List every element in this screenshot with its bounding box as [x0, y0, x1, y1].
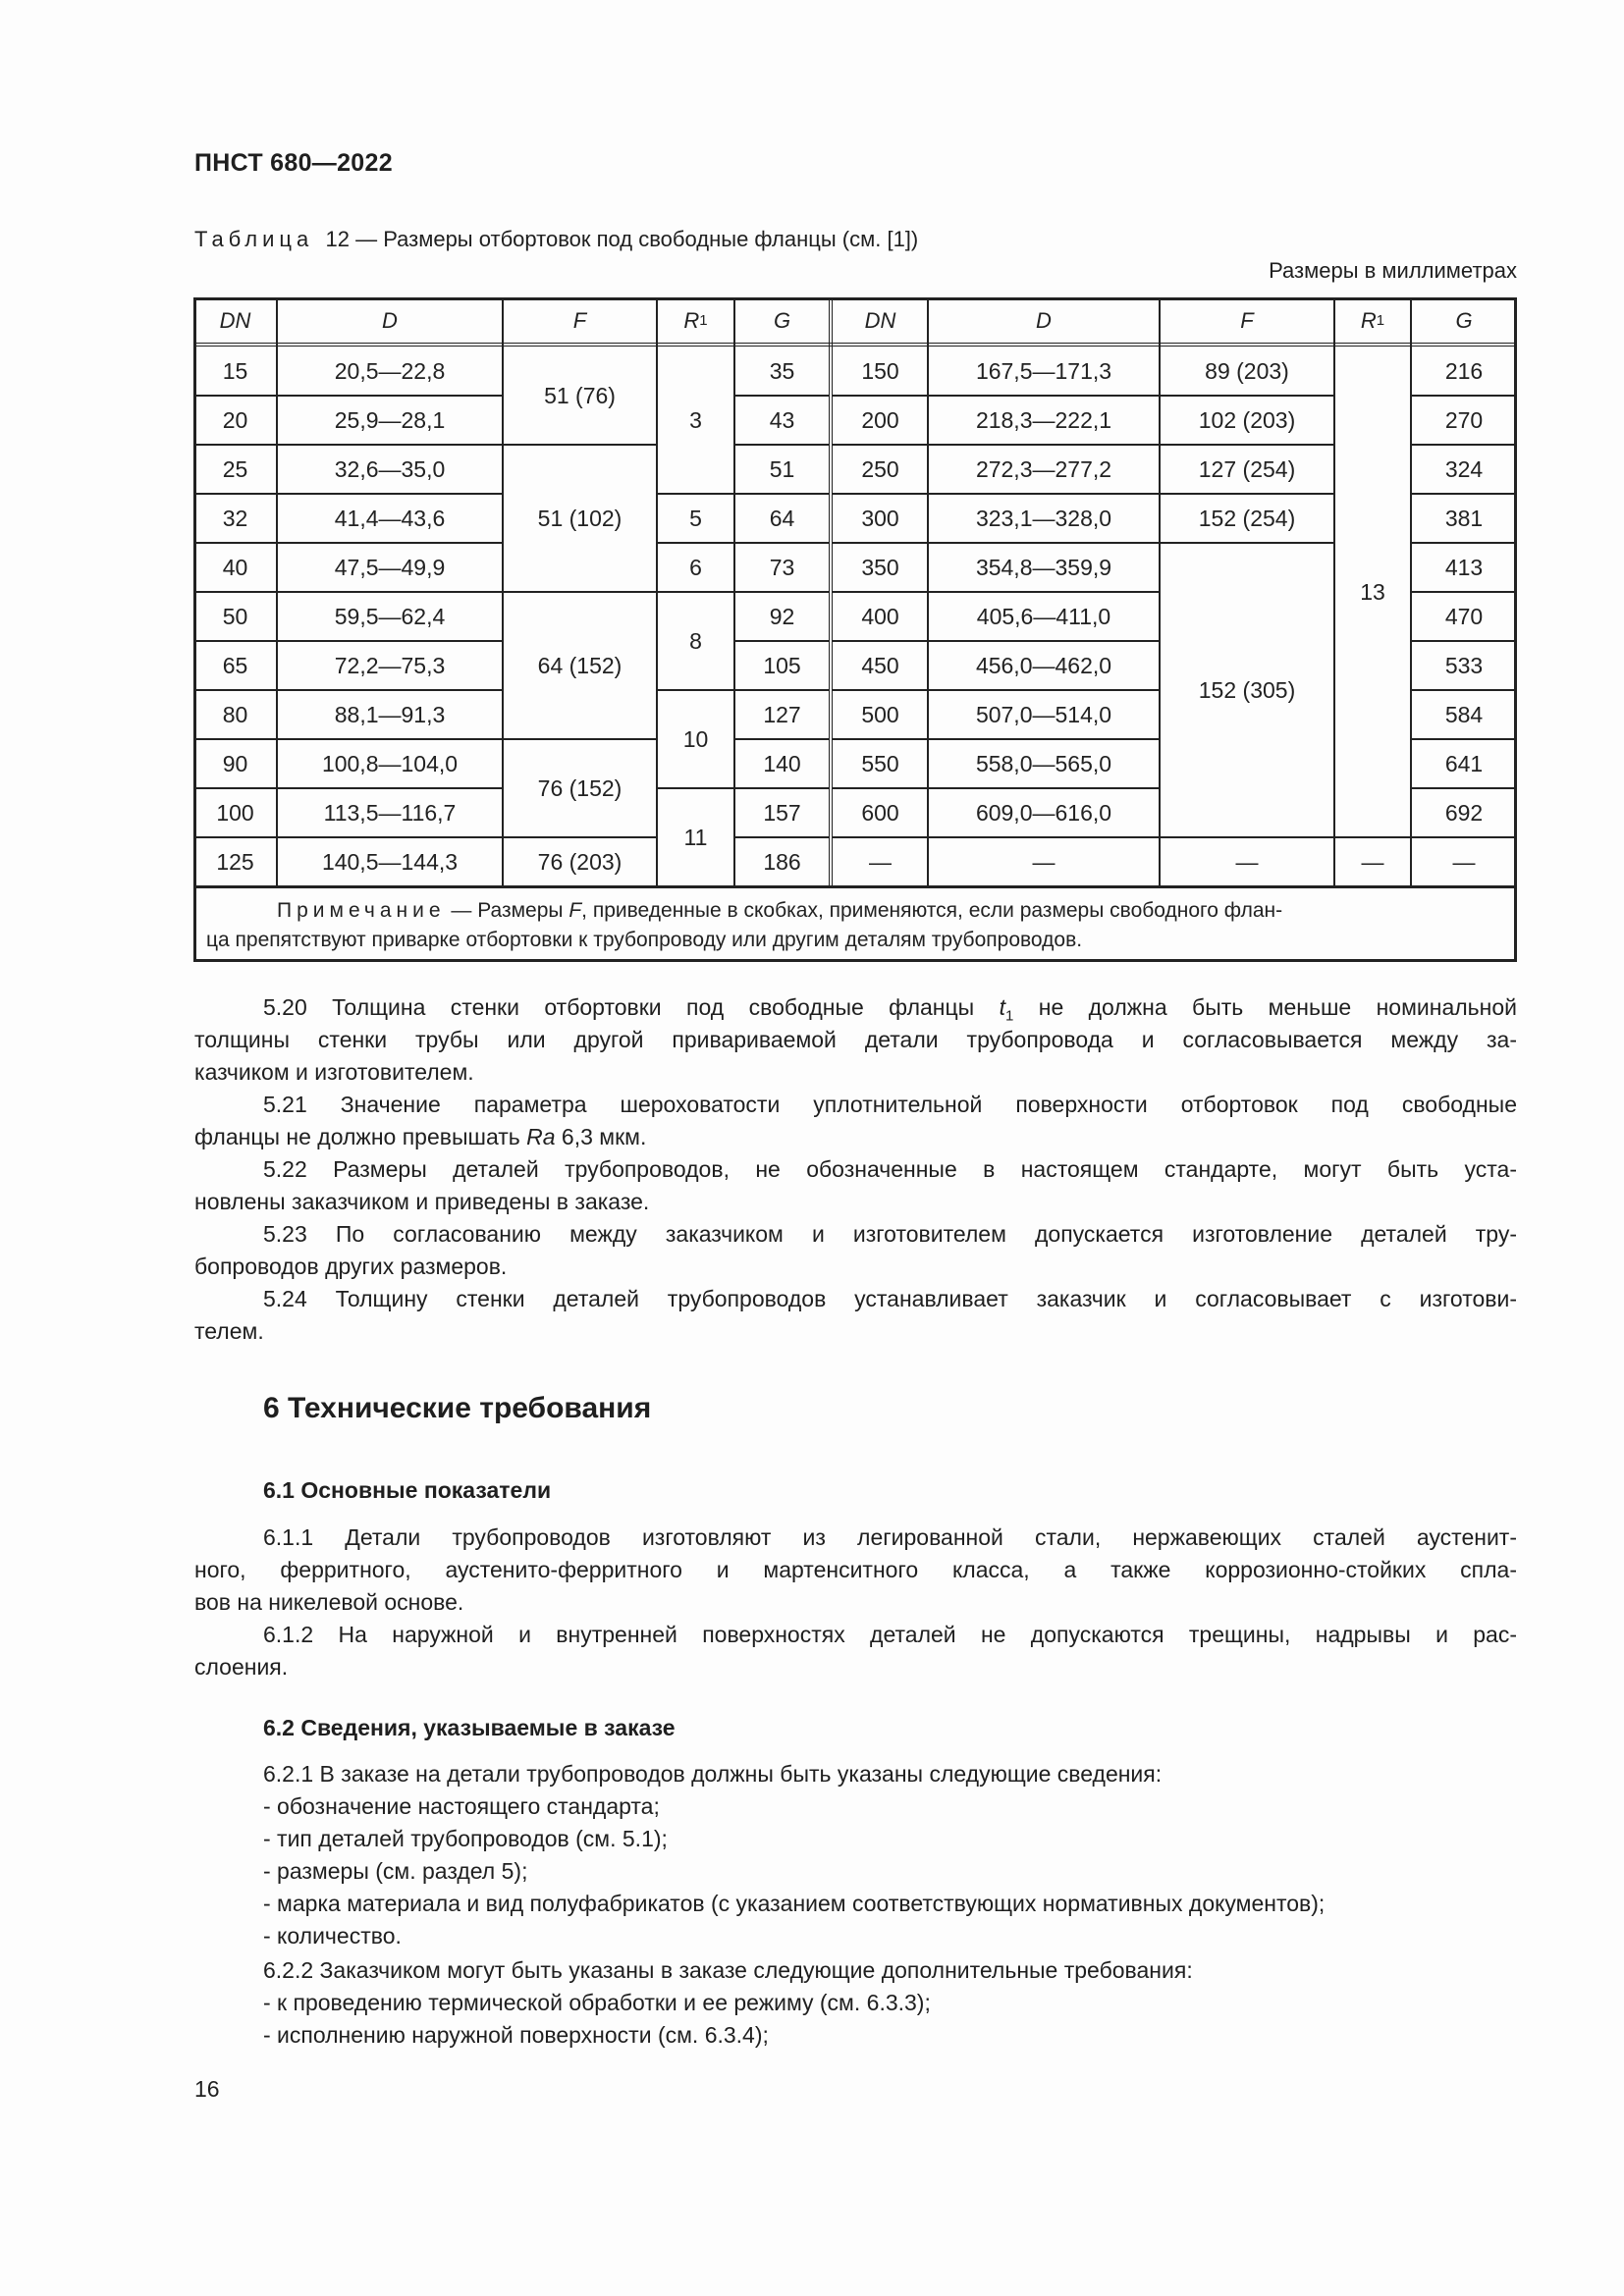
- header-cell-f: [1160, 297, 1334, 344]
- left-f-cell: 51 (102): [537, 505, 623, 531]
- header-subscript: 1: [699, 312, 708, 329]
- left-g-cell: 186: [763, 848, 801, 875]
- right-dn-cell: 400: [861, 603, 899, 629]
- paragraph-6-2-2: 6.2.2 Заказчиком могут быть указаны в заказе следующие дополнительные требования:: [263, 1957, 1193, 1983]
- note-text-line2: ца препятствуют приварке отбортовки к трубопроводу или другим деталям трубопроводов.: [206, 929, 1083, 951]
- right-d-cell: 354,8—359,9: [975, 554, 1112, 580]
- paragraph-6-1-2: [194, 1619, 1517, 1683]
- right-d-cell: —: [1032, 848, 1056, 875]
- table-rule: [833, 836, 1160, 838]
- table-rule: [193, 787, 503, 789]
- table-rule: [193, 836, 503, 838]
- right-g-cell: 381: [1444, 505, 1484, 531]
- table-rule: [1411, 395, 1517, 397]
- right-f-cell: 89 (203): [1205, 357, 1289, 384]
- left-dn-cell: 15: [222, 357, 248, 384]
- column-rule: [733, 297, 735, 886]
- note-variable-f: F: [568, 899, 582, 922]
- header-cell-dn: [833, 297, 928, 344]
- right-dn-cell: 600: [861, 799, 899, 826]
- right-d-cell: 167,5—171,3: [975, 357, 1112, 384]
- list-item: - марка материала и вид полуфабрикатов (с указанием соответствующих нормативных документов);: [263, 1891, 1326, 1916]
- left-d-cell: 25,9—28,1: [334, 406, 446, 433]
- paragraph-line: 5.23 По согласованию между заказчиком и изготовителем допускается изготовление деталей тру-: [263, 1221, 1517, 1247]
- table-rule: [193, 689, 503, 691]
- table-caption: [194, 227, 918, 252]
- left-dn-cell: 20: [222, 406, 248, 433]
- right-g-cell: 533: [1444, 652, 1484, 678]
- paragraph-5-23: [194, 1218, 1517, 1283]
- table-bottom-border: [193, 959, 1517, 962]
- right-f-cell: —: [1235, 848, 1259, 875]
- right-f-cell: 127 (254): [1198, 455, 1296, 482]
- left-d-cell: 20,5—22,8: [334, 357, 446, 384]
- table-rule: [193, 640, 503, 642]
- left-g-cell: 127: [763, 701, 801, 727]
- right-dn-cell: 200: [861, 406, 899, 433]
- header-label: G: [1455, 307, 1473, 333]
- paragraph-line: 5.22 Размеры деталей трубопроводов, не обозначенные в настоящем стандарте, могут быть уста-: [263, 1156, 1517, 1182]
- paragraph-line: бопроводов других размеров.: [194, 1254, 508, 1279]
- left-g-cell: 51: [769, 455, 795, 482]
- paragraph-line: 5.21 Значение параметра шероховатости уплотнительной поверхности отбортовок под свободные: [263, 1092, 1517, 1117]
- list-item: - к проведению термической обработки и ее режиму (см. 6.3.3);: [263, 1990, 931, 2015]
- table-caption-prefix: Таблица: [194, 227, 314, 251]
- note-text-pre: Размеры: [477, 899, 569, 922]
- note-dash: —: [445, 899, 478, 922]
- left-f-cell: 76 (203): [537, 848, 623, 875]
- table-rule: [1334, 836, 1411, 838]
- table-rule: [734, 444, 830, 446]
- right-g-cell: 270: [1444, 406, 1484, 433]
- paragraph-line: 6.1.2 На наружной и внутренней поверхностях деталей не допускаются трещины, надрывы и рас-: [263, 1622, 1517, 1647]
- right-dn-cell: 550: [861, 750, 899, 776]
- header-rule: [193, 343, 1517, 344]
- left-dn-cell: 65: [222, 652, 248, 678]
- right-d-cell: 323,1—328,0: [975, 505, 1112, 531]
- header-label: G: [773, 307, 791, 333]
- left-dn-cell: 125: [216, 848, 254, 875]
- header-label: F: [572, 307, 587, 333]
- section-6-2-heading: 6.2 Сведения, указываемые в заказе: [263, 1715, 676, 1740]
- header-cell-r: [1334, 297, 1411, 344]
- table-note: [196, 888, 1514, 959]
- column-rule: [502, 297, 504, 886]
- paragraph-line: 6.1.1 Детали трубопроводов изготовляют из легированной стали, нержавеющих сталей аустенит-: [263, 1524, 1517, 1550]
- left-d-cell: 88,1—91,3: [334, 701, 446, 727]
- table-rule: [833, 591, 1160, 593]
- left-d-cell: 113,5—116,7: [323, 799, 457, 826]
- left-dn-cell: 40: [222, 554, 248, 580]
- header-subscript: 1: [1376, 312, 1385, 329]
- left-dn-cell: 25: [222, 455, 248, 482]
- dimensions-table: [193, 297, 1517, 962]
- table-rule: [1160, 836, 1334, 838]
- right-dn-cell: 450: [861, 652, 899, 678]
- double-column-rule: [829, 297, 830, 886]
- right-g-cell: 692: [1444, 799, 1484, 826]
- table-caption-text: 12 — Размеры отбортовок под свободные фланцы (см. [1]): [325, 227, 919, 251]
- column-rule: [1333, 297, 1335, 886]
- table-rule: [833, 493, 1160, 495]
- table-right-border: [1514, 297, 1517, 962]
- header-cell-r: [657, 297, 734, 344]
- note-text-line1: , приведенные в скобках, применяются, если размеры свободного флан-: [581, 899, 1283, 922]
- right-f-cell: 102 (203): [1198, 406, 1296, 433]
- table-rule: [833, 395, 1160, 397]
- left-dn-cell: 32: [222, 505, 248, 531]
- table-rule: [657, 689, 734, 691]
- header-cell-d: [928, 297, 1160, 344]
- right-d-cell: 507,0—514,0: [975, 701, 1112, 727]
- text-fragment: не должна быть меньше номинальной: [1013, 994, 1517, 1020]
- table-rule: [193, 591, 503, 593]
- left-f-cell: 64 (152): [537, 652, 623, 678]
- left-g-cell: 35: [769, 357, 795, 384]
- table-rule: [657, 542, 734, 544]
- header-label: DN: [864, 307, 896, 333]
- page-number: 16: [194, 2076, 220, 2102]
- section-6-heading: 6 Технические требования: [263, 1392, 652, 1424]
- right-d-cell: 609,0—616,0: [975, 799, 1112, 826]
- left-g-cell: 64: [769, 505, 795, 531]
- paragraph-line: [194, 991, 1517, 1024]
- table-rule: [1160, 395, 1334, 397]
- table-left-border: [193, 297, 196, 962]
- left-d-cell: 32,6—35,0: [334, 455, 446, 482]
- table-rule: [1411, 444, 1517, 446]
- table-rule: [503, 591, 657, 593]
- table-rule: [503, 444, 657, 446]
- left-d-cell: 100,8—104,0: [321, 750, 459, 776]
- left-d-cell: 41,4—43,6: [334, 505, 446, 531]
- header-label: DN: [219, 307, 251, 333]
- right-dn-cell: 350: [861, 554, 899, 580]
- text-fragment: 6,3 мкм.: [555, 1124, 647, 1149]
- paragraph-6-2-1: 6.2.1 В заказе на детали трубопроводов должны быть указаны следующие сведения:: [263, 1761, 1163, 1787]
- paragraph-line: ного, ферритного, аустенито-ферритного и мартенситного класса, а также коррозионно-стойких спла-: [194, 1557, 1517, 1582]
- list-item: - размеры (см. раздел 5);: [263, 1858, 528, 1884]
- table-rule: [193, 493, 503, 495]
- right-d-cell: 456,0—462,0: [975, 652, 1112, 678]
- paragraph-6-1-1: [194, 1522, 1517, 1619]
- table-rule: [1160, 542, 1334, 544]
- right-g-cell: 324: [1444, 455, 1484, 482]
- left-dn-cell: 80: [222, 701, 248, 727]
- paragraph-5-24: [194, 1283, 1517, 1348]
- right-r1-cell: —: [1361, 848, 1384, 875]
- list-item: - тип деталей трубопроводов (см. 5.1);: [263, 1826, 668, 1851]
- paragraph-5-22: [194, 1153, 1517, 1218]
- table-rule: [193, 395, 503, 397]
- paragraph-line: новлены заказчиком и приведены в заказе.: [194, 1189, 650, 1214]
- column-rule: [276, 297, 278, 886]
- left-g-cell: 140: [763, 750, 801, 776]
- header-label: R: [1360, 307, 1377, 333]
- section-6-1-heading: 6.1 Основные показатели: [263, 1477, 552, 1503]
- right-dn-cell: 250: [861, 455, 899, 482]
- table-rule: [1411, 640, 1517, 642]
- left-d-cell: 140,5—144,3: [321, 848, 459, 875]
- table-rule: [833, 640, 1160, 642]
- table-rule: [833, 738, 1160, 740]
- table-rule: [1160, 493, 1334, 495]
- left-d-cell: 72,2—75,3: [334, 652, 446, 678]
- table-rule: [193, 738, 503, 740]
- left-g-cell: 105: [763, 652, 801, 678]
- header-label: D: [382, 307, 398, 333]
- header-label: R: [683, 307, 700, 333]
- header-rule-double: [193, 346, 1517, 347]
- right-g-cell: 216: [1444, 357, 1484, 384]
- text-fragment: фланцы не должно превышать: [194, 1124, 527, 1149]
- paragraph-line: вов на никелевой основе.: [194, 1589, 464, 1615]
- right-g-cell: —: [1452, 848, 1476, 875]
- right-d-cell: 405,6—411,0: [976, 603, 1111, 629]
- right-d-cell: 218,3—222,1: [975, 406, 1112, 433]
- list-item: - исполнению наружной поверхности (см. 6.3.4);: [263, 2022, 769, 2048]
- subscript: 1: [1005, 1007, 1014, 1025]
- left-g-cell: 92: [769, 603, 795, 629]
- paragraph-line: слоения.: [194, 1654, 289, 1680]
- table-rule: [833, 787, 1160, 789]
- column-rule: [1159, 297, 1161, 886]
- table-rule: [1411, 787, 1517, 789]
- header-cell-d: [277, 297, 503, 344]
- table-rule: [1411, 689, 1517, 691]
- paragraph-5-20: [194, 991, 1517, 1089]
- table-top-border: [193, 297, 1517, 300]
- list-item: - обозначение настоящего стандарта;: [263, 1793, 660, 1819]
- table-rule: [734, 395, 830, 397]
- left-f-cell: 51 (76): [544, 382, 616, 408]
- left-d-cell: 47,5—49,9: [334, 554, 446, 580]
- document-code: ПНСТ 680—2022: [194, 149, 393, 177]
- table-rule: [734, 836, 830, 838]
- right-dn-cell: 500: [861, 701, 899, 727]
- table-rule: [1411, 738, 1517, 740]
- variable-ra: Ra: [526, 1124, 556, 1149]
- paragraph-line: [194, 1121, 1517, 1153]
- right-d-cell: 272,3—277,2: [975, 455, 1112, 482]
- table-rule: [1411, 493, 1517, 495]
- right-g-cell: 584: [1444, 701, 1484, 727]
- left-g-cell: 73: [769, 554, 795, 580]
- right-g-cell: 641: [1444, 750, 1484, 776]
- paragraph-line: телем.: [194, 1318, 264, 1344]
- right-r1-cell: 13: [1360, 578, 1385, 605]
- table-rule: [833, 689, 1160, 691]
- paragraph-line: толщины стенки трубы или другой привариваемой детали трубопровода и согласовывается между за-: [194, 1027, 1517, 1052]
- header-cell-g: [1411, 297, 1517, 344]
- header-cell-dn: [193, 297, 277, 344]
- right-f-cell: 152 (305): [1198, 676, 1296, 703]
- note-label: Примечание: [277, 899, 446, 922]
- left-r1-cell: 3: [689, 406, 702, 433]
- table-units: Размеры в миллиметрах: [1269, 258, 1517, 283]
- header-label: F: [1240, 307, 1254, 333]
- table-rule: [734, 591, 830, 593]
- right-d-cell: 558,0—565,0: [975, 750, 1112, 776]
- left-r1-cell: 8: [689, 627, 702, 654]
- paragraph-line: казчиком и изготовителем.: [194, 1059, 474, 1085]
- right-g-cell: 413: [1444, 554, 1484, 580]
- left-dn-cell: 90: [222, 750, 248, 776]
- table-rule: [833, 444, 1160, 446]
- table-rule: [503, 836, 657, 838]
- table-rule: [734, 738, 830, 740]
- left-f-cell: 76 (152): [537, 774, 623, 801]
- table-rule: [1411, 836, 1517, 838]
- right-dn-cell: 300: [861, 505, 899, 531]
- paragraph-5-21: [194, 1089, 1517, 1153]
- table-rule: [734, 689, 830, 691]
- right-dn-cell: —: [869, 848, 892, 875]
- left-d-cell: 59,5—62,4: [334, 603, 446, 629]
- column-rule: [927, 297, 929, 886]
- table-rule: [193, 444, 503, 446]
- column-rule: [656, 297, 658, 886]
- variable-t: t: [999, 994, 1005, 1020]
- left-r1-cell: 10: [682, 725, 709, 752]
- table-rule: [734, 640, 830, 642]
- table-rule: [734, 542, 830, 544]
- table-rule: [1411, 591, 1517, 593]
- table-rule: [833, 542, 1160, 544]
- table-rule: [193, 542, 503, 544]
- double-column-rule: [832, 297, 833, 886]
- left-r1-cell: 11: [683, 824, 708, 850]
- left-r1-cell: 6: [689, 554, 702, 580]
- column-rule: [1410, 297, 1412, 886]
- left-g-cell: 157: [763, 799, 801, 826]
- right-dn-cell: 150: [861, 357, 899, 384]
- right-f-cell: 152 (254): [1198, 505, 1296, 531]
- table-rule: [1160, 444, 1334, 446]
- left-r1-cell: 5: [689, 505, 702, 531]
- list-item: - количество.: [263, 1923, 402, 1949]
- left-dn-cell: 100: [216, 799, 254, 826]
- table-rule: [657, 493, 734, 495]
- table-rule: [734, 787, 830, 789]
- table-rule: [657, 787, 734, 789]
- table-rule: [734, 493, 830, 495]
- table-rule: [657, 591, 734, 593]
- right-g-cell: 470: [1444, 603, 1484, 629]
- left-g-cell: 43: [769, 406, 795, 433]
- text-fragment: 5.20 Толщина стенки отбортовки под свободные фланцы: [263, 994, 1000, 1020]
- paragraph-line: 5.24 Толщину стенки деталей трубопроводов устанавливает заказчик и согласовывает с изготови-: [263, 1286, 1517, 1311]
- table-rule: [503, 738, 657, 740]
- table-rule: [1411, 542, 1517, 544]
- header-label: D: [1036, 307, 1052, 333]
- header-cell-g: [734, 297, 830, 344]
- header-cell-f: [503, 297, 657, 344]
- left-dn-cell: 50: [222, 603, 248, 629]
